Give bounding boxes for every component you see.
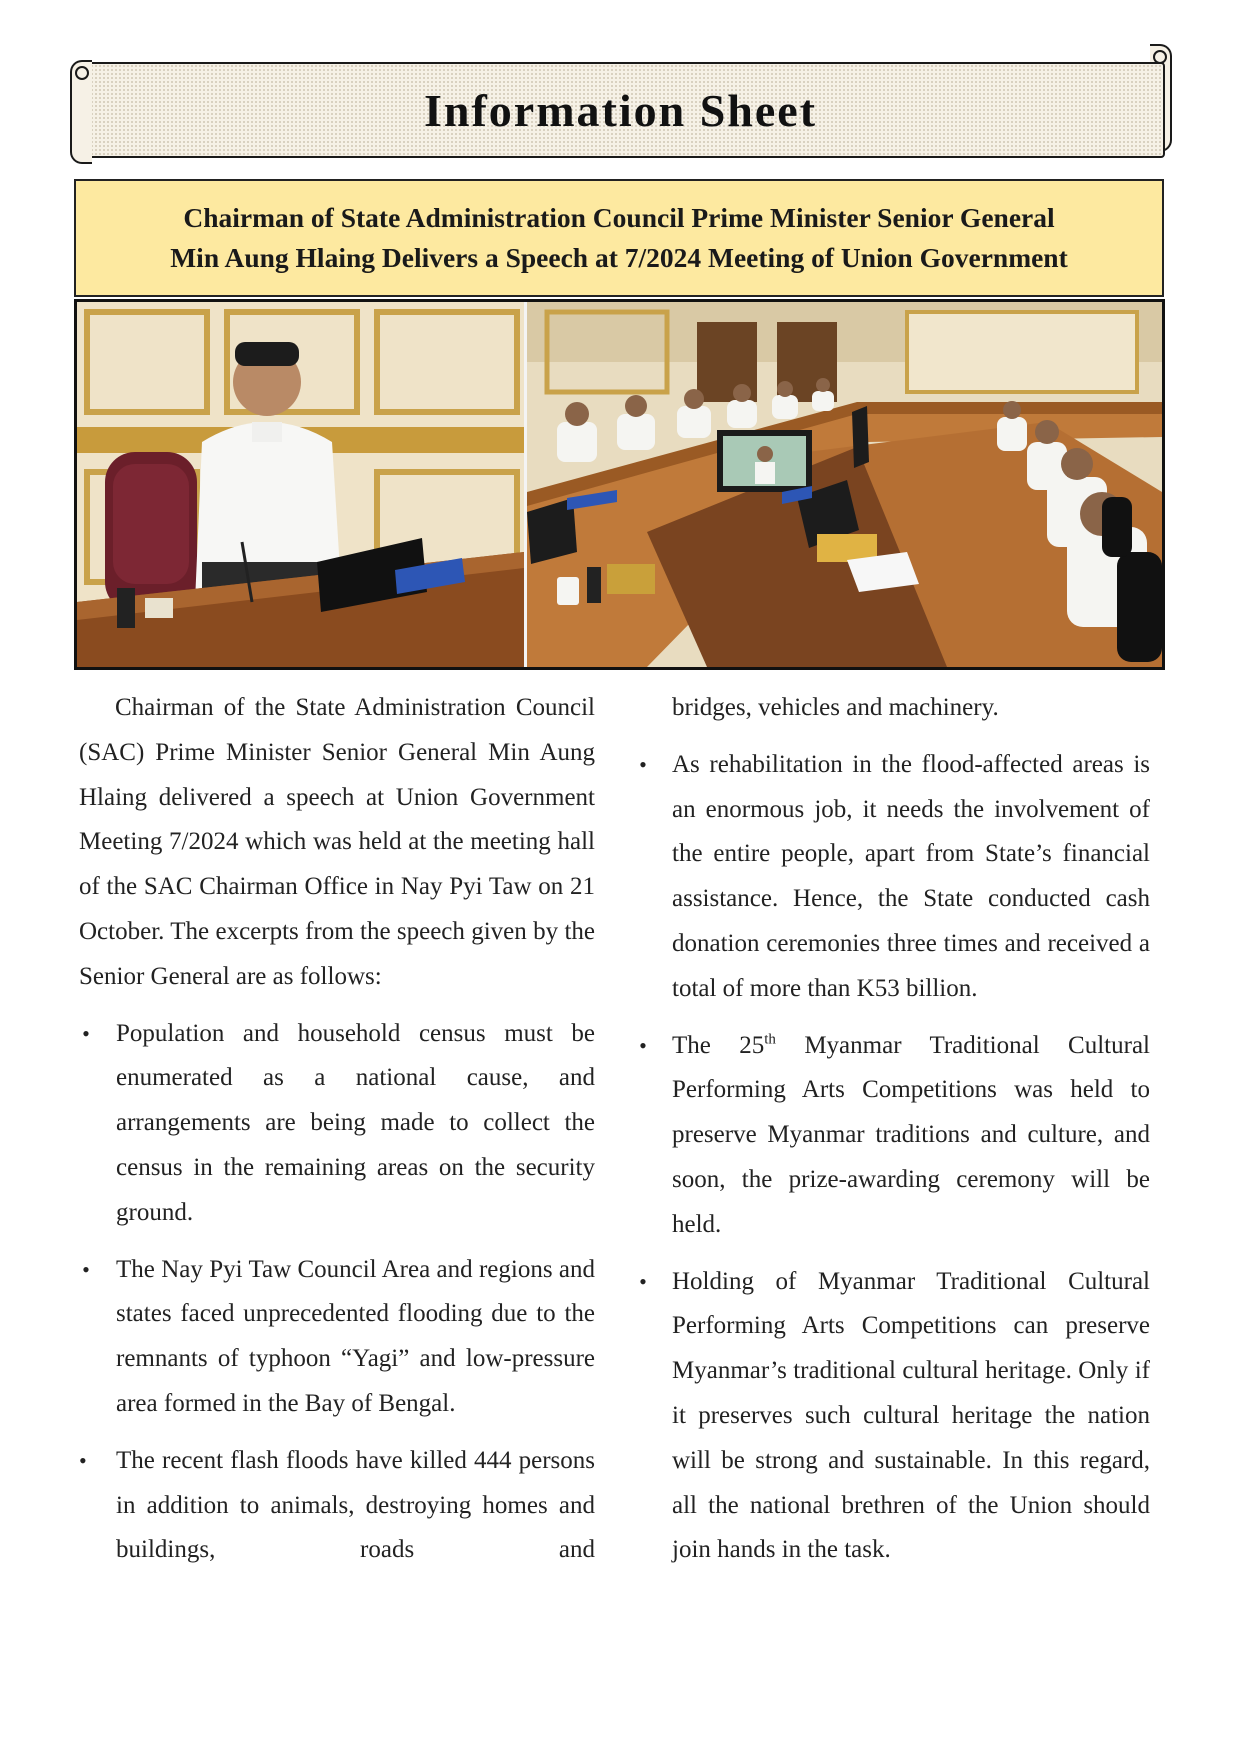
bullet-symbol: • — [82, 1020, 90, 1046]
bullet-continuation-text: bridges, vehicles and machinery. — [672, 694, 999, 721]
bullet-symbol: • — [639, 1268, 647, 1294]
photo-strip — [74, 299, 1165, 670]
headline-line-2: Min Aung Hlaing Delivers a Speech at 7/2024 Meeting of Union Government — [170, 242, 1068, 273]
bullet-text: Myanmar Traditional Cultural Performing Arts Competitions was held to preserve Myanmar traditions and culture, and soon, the prize-awarding ceremony will be held. — [672, 1031, 1150, 1238]
headline-box — [74, 179, 1164, 297]
bullet-symbol: • — [79, 1447, 87, 1473]
headline-line-1: Chairman of State Administration Council Prime Minister Senior General — [183, 202, 1055, 233]
photo-speaker-standing — [77, 302, 527, 667]
bullet-list-left — [79, 1012, 595, 1574]
bullet-text: The Nay Pyi Taw Council Area and regions and states faced unprecedented flooding due to the remnants of typhoon “Yagi” and low-pressure area formed in the Bay of Bengal. — [116, 1255, 595, 1417]
article-column-right — [639, 686, 1150, 1585]
bullet-text: The recent flash floods have killed 444 persons in addition to animals, destroying homes and buildings, roads and — [116, 1446, 595, 1564]
bullet-text: Population and household census must be enumerated as a national cause, and arrangements are being made to collect the census in the remaining areas on the security ground. — [116, 1019, 595, 1226]
bullet-text: As rehabilitation in the flood-affected areas is an enormous job, it needs the involvement of the entire people, apart from State’s financial assistance. Hence, the State conducted cash donation ceremonies three times and received a total of more than K53 billion. — [672, 750, 1150, 1002]
bullet-item — [639, 743, 1150, 1012]
bullet-symbol: • — [82, 1256, 90, 1282]
bullet-symbol: • — [639, 1032, 647, 1058]
bullet-item — [639, 1260, 1150, 1574]
page-title: Information Sheet — [423, 84, 818, 136]
bullet-list-right — [639, 743, 1150, 1573]
ordinal-suffix: th — [764, 1031, 776, 1048]
speaker-photo-illustration — [77, 302, 524, 667]
article-column-left — [79, 686, 595, 1585]
article-intro-paragraph: Chairman of the State Administration Council (SAC) Prime Minister Senior General Min Aung Hlaing delivered a speech at Union Government Meeting 7/2024 which was held at the meeting hall of the SAC Chairman Office in Nay Pyi Taw on 21 October. The excerpts from the speech given by the Senior General are as follows: — [79, 694, 595, 990]
meeting-photo-illustration — [527, 302, 1162, 667]
bullet-text: Holding of Myanmar Traditional Cultural Performing Arts Competitions can preserve Myanmar’s traditional cultural heritage. Only if it preserves such cultural heritage the nation will be strong and sustainable. In this regard, all the national brethren of the Union should join hands in the task. — [672, 1267, 1150, 1564]
bullet-item — [639, 1024, 1150, 1248]
bullet-symbol: • — [639, 751, 647, 777]
bullet-item — [79, 1439, 595, 1573]
bullet-text-prefix: The 25 — [672, 1031, 765, 1059]
photo-meeting-hall — [527, 302, 1162, 667]
bullet-item — [79, 1012, 595, 1236]
bullet-item — [79, 1248, 595, 1427]
